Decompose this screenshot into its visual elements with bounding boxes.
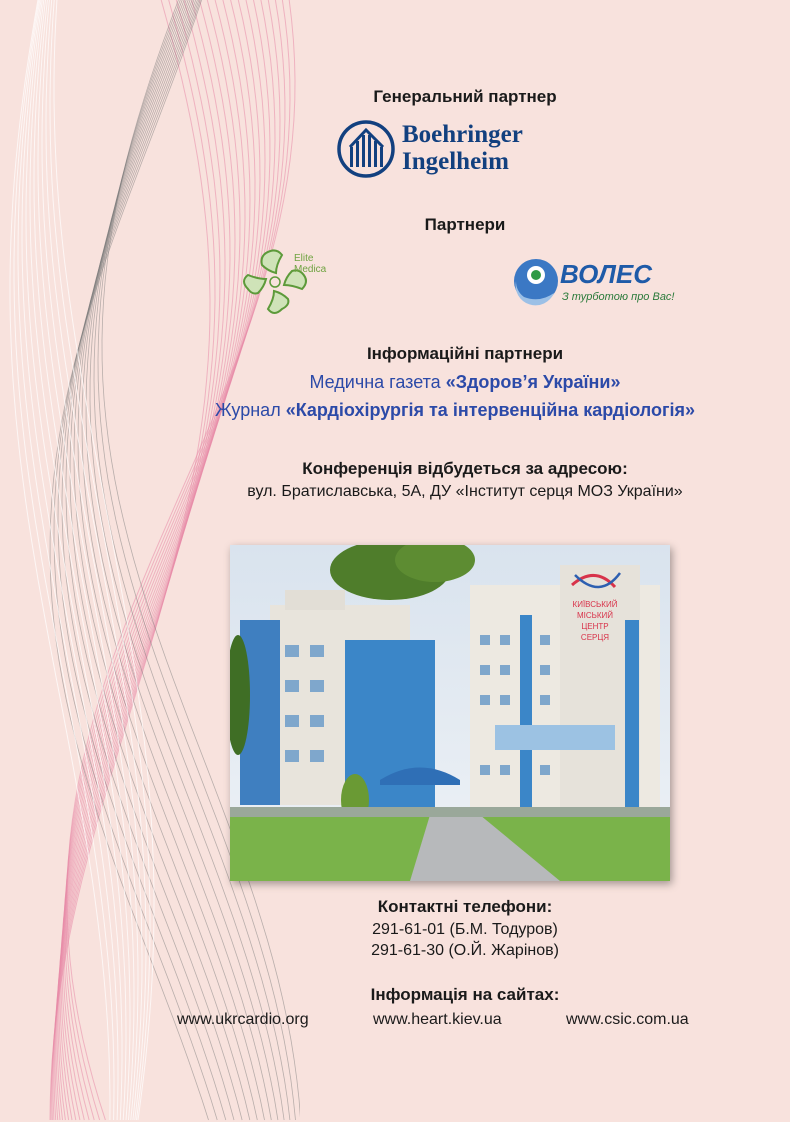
boehringer-emblem-icon	[336, 119, 396, 179]
info-partner-2-prefix: Журнал	[215, 400, 286, 420]
voles-logo	[510, 253, 680, 311]
sign-line3: ЦЕНТР	[581, 622, 609, 631]
logo-text-line1: Boehringer	[402, 121, 523, 148]
institute-building-photo	[230, 545, 670, 881]
voles-slogan: З турботою про Вас!	[562, 291, 675, 303]
info-partner-line2	[175, 400, 735, 421]
info-partner-2-name: «Кардіохірургія та інтервенційна кардіологія»	[285, 400, 695, 420]
info-partner-1-prefix: Медична газета	[309, 372, 446, 392]
website-link-1[interactable]: www.ukrcardio.org	[177, 1011, 309, 1028]
voles-title: ВОЛЕС	[560, 259, 652, 289]
elite-text-line2: Medica	[294, 264, 327, 275]
logo-text-line2: Ingelheim	[402, 148, 509, 175]
sign-line4: СЕРЦЯ	[580, 633, 610, 642]
address-heading: Конференція відбудеться за адресою:	[302, 459, 628, 478]
website-link-2[interactable]: www.heart.kiev.ua	[373, 1011, 502, 1028]
elite-medica-logo	[240, 247, 340, 317]
elite-text-line1: Elite	[294, 253, 314, 264]
partners-heading: Партнери	[424, 215, 506, 234]
sign-line2: МІСЬКИЙ	[576, 611, 614, 620]
contacts-heading: Контактні телефони:	[377, 897, 553, 916]
general-partner-heading: Генеральний партнер	[373, 87, 557, 106]
info-partner-1-name: «Здоров’я України»	[445, 372, 621, 392]
address-text: вул. Братиславська, 5А, ДУ «Інститут серця МОЗ України»	[247, 483, 683, 500]
website-link-3[interactable]: www.csic.com.ua	[566, 1011, 689, 1028]
phone-1: 291-61-01 (Б.М. Тодуров)	[372, 921, 558, 938]
info-partners-heading: Інформаційні партнери	[366, 344, 564, 363]
sign-line1: КИЇВСЬКИЙ	[572, 600, 618, 609]
voles-globe-icon	[510, 253, 560, 311]
websites-heading: Інформація на сайтах:	[370, 985, 560, 1004]
info-partner-line1	[200, 372, 730, 393]
boehringer-ingelheim-logo	[336, 119, 536, 181]
phone-2: 291-61-30 (О.Й. Жарінов)	[371, 942, 559, 959]
